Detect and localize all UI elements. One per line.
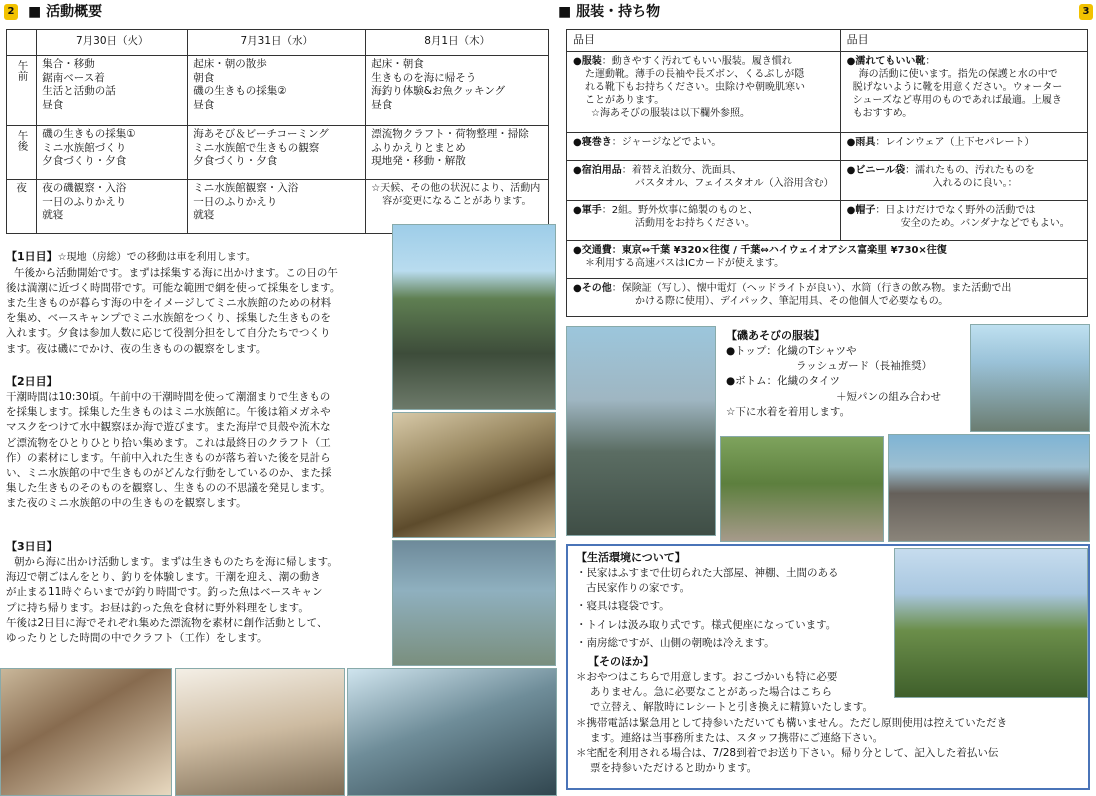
item-vinyl-label: ●ビニール袋 (846, 165, 906, 176)
schedule-item: ミニ水族館づくり (42, 141, 127, 154)
item-clothes-label: ●服装 (573, 56, 602, 67)
item-clothes (567, 52, 841, 133)
schedule-item: 生きものを海に帰そう (371, 71, 477, 84)
items-table (566, 29, 1088, 317)
env-title: 【生活環境について】 (576, 551, 686, 564)
page-number-left: 2 (4, 4, 18, 20)
day2-line: 干潮時間は10:30頃。午前中の干潮時間を使って潮溜まりで生きもの (6, 390, 331, 403)
schedule-header-row (7, 30, 549, 56)
day1-line: 入れます。夕食は参加人数に応じて役割分担をして自分たちでつくり (6, 327, 331, 340)
item-rain-label: ●雨具 (846, 137, 876, 148)
period-afternoon (7, 126, 37, 180)
schedule-table (6, 29, 549, 234)
beach-clothes-line: ＋短パンの組み合わせ (836, 390, 941, 403)
item-pajamas-label: ●寝巻き (573, 137, 612, 148)
photo-boy-with-fish (970, 324, 1090, 432)
schedule-row-afternoon (7, 126, 549, 180)
schedule-item: 昼食 (371, 98, 393, 111)
day3-line: ゆったりとした時間の中でクラフト（工作）をします。 (6, 632, 268, 645)
item-other (567, 279, 1088, 317)
day1-line: ます。夜は磯にでかけ、夜の生きものの観察をします。 (6, 342, 267, 355)
item-transport-label: ●交通費 (573, 245, 612, 256)
item-hat-label: ●帽子 (846, 205, 876, 216)
item-rain (840, 133, 1087, 161)
env-item: ・南房総ですが、山側の朝晩は冷えます。 (576, 636, 775, 649)
schedule-item: ふりかえりとまとめ (371, 141, 466, 154)
photo-children-observing (0, 668, 172, 796)
day1-note: ☆現地（房総）での移動は車を利用します。 (57, 252, 256, 263)
day2-line: 集した生きものそのものを観察し、生きものの不思議を発見します。 (6, 482, 331, 495)
photo-boy-fishing (888, 434, 1090, 542)
schedule-item: 生活と活動の話 (42, 85, 116, 98)
item-gloves-label: ●軍手 (573, 205, 602, 216)
day1-title: 【1日目】 (6, 250, 58, 263)
day3-line: が止まる11時ぐらいまでが釣り時間です。釣った魚はベースキャン (6, 586, 323, 599)
item-toiletries (567, 161, 841, 201)
item-clothes-note: ☆海あそびの服装は以下欄外参照。 (591, 108, 750, 119)
item-gloves-text: ：2組。野外炊事に綿製のものと、 (601, 205, 759, 216)
day2-line: い、ミニ水族館の中で生きものがどんな行動をしているのか、また採 (6, 467, 332, 480)
item-transport-note: ＊利用する高速バスはICカードが使えます。 (585, 258, 785, 269)
day2-line: マスクをつけて水中観察ほか海で遊びます。また海岸で貝殻や流木な (6, 421, 331, 434)
env-item: ・寝具は寝袋です。 (576, 600, 670, 613)
schedule-header-blank (7, 30, 37, 56)
misc-item: ＊携帯電話は緊急用として持参いただいても構いません。ただし原則使用は控えていただき (576, 716, 1008, 729)
schedule-cell (366, 56, 549, 126)
schedule-note: ☆天候、その他の状況により、活動内 (371, 183, 541, 194)
day1-line: を集め、ベースキャンプでミニ水族館をつくり、採集した生きものを (6, 312, 331, 325)
schedule-item: 鋸南ベース着 (42, 71, 105, 84)
schedule-item: 一日のふりかえり (42, 195, 127, 208)
schedule-item: 起床・朝の散歩 (193, 58, 267, 70)
beach-clothes-line: ●ボトム：化繊のタイツ (726, 375, 840, 388)
photo-mini-aquarium (392, 412, 556, 538)
day3-line: 海辺で朝ごはんをとり、釣りを体験します。干潮を迎え、潮の動き (6, 571, 321, 584)
day3-title: 【3日目】 (6, 540, 58, 553)
item-other-text: かける際に使用）、デイパック、筆記用具、その他個人で必要なもの。 (635, 296, 949, 307)
schedule-cell (37, 126, 188, 180)
photo-tidepool-collecting (392, 224, 556, 410)
items-row-transport (567, 241, 1088, 279)
item-rain-text: ：レインウェア（上下セパレート） (875, 137, 1035, 148)
day2-line: 作）の素材にします。午前中入れた生きものが落ち着いた後を見計ら (6, 451, 331, 464)
schedule-item: 昼食 (42, 98, 64, 111)
schedule-item: 夜の磯観察・入浴 (42, 182, 127, 194)
item-gloves-text: 活動用をお持ちください。 (635, 218, 755, 229)
misc-title: 【そのほか】 (588, 655, 654, 668)
misc-item: で立替え、解散時にレシートと引き換えに精算いたします。 (590, 701, 874, 714)
item-pajamas (567, 133, 841, 161)
beach-clothes-box (726, 328, 966, 420)
schedule-item: 集合・移動 (42, 58, 95, 70)
schedule-header-day1: 7月30日（火） (37, 30, 188, 56)
day3-line: プに持ち帰ります。お昼は釣った魚を食材に野外料理をします。 (6, 601, 309, 614)
period-label: 午前 (16, 60, 29, 81)
schedule-cell (188, 180, 366, 234)
schedule-item: 夕食づくり・夕食 (193, 155, 278, 168)
schedule-item: 昼食 (193, 98, 215, 111)
day2-line: ど漂流物をひとりひとり拾い集めます。これは最終日のクラフト（工 (6, 436, 331, 449)
item-hat-text: 安全のため。バンダナなどでもよい。 (900, 218, 1070, 229)
misc-item: ＊宅配を利用される場合は、7/28到着でお送り下さい。帰り分として、記入した着払い伝 (576, 747, 999, 760)
schedule-item: 磯の生きもの採集② (193, 85, 287, 98)
item-gloves (567, 201, 841, 241)
schedule-item: 朝食 (193, 71, 215, 84)
photo-children-drawing (175, 668, 345, 796)
day2-section (6, 374, 388, 512)
item-clothes-text: ：動きやすく汚れてもいい服装。履き慣れ (601, 56, 792, 67)
schedule-cell (188, 126, 366, 180)
item-transport (567, 241, 1088, 279)
misc-item: 票を持参いただけると助かります。 (590, 762, 758, 775)
beach-clothes-line: ●トップ：化繊のTシャツや (726, 344, 857, 357)
item-clothes-text: れる靴下もお持ちください。虫除けや朝晩肌寒い (585, 82, 805, 93)
misc-item: ありません。急に必要なことがあった場合はこちら (590, 686, 833, 699)
schedule-item: 就寝 (193, 209, 215, 222)
item-wetshoes (840, 52, 1087, 133)
day2-line: を採集します。採集した生きものはミニ水族館に。午後は箱メガネや (6, 406, 331, 419)
item-toiletries-text: バスタオル、フェイスタオル（入浴用含む） (635, 178, 834, 189)
item-wetshoes-text: もおすすめ。 (852, 108, 913, 119)
item-hat-text: ：日よけだけでなく野外の活動では (875, 205, 1036, 216)
item-toiletries-label: ●宿泊用品 (573, 165, 622, 176)
schedule-cell (37, 56, 188, 126)
item-hat (840, 201, 1087, 241)
schedule-cell (37, 180, 188, 234)
section-title-activity: ■ 活動概要 (28, 4, 103, 20)
day1-section (6, 249, 388, 357)
day1-line: また生きものが暮らす海の中をイメージしてミニ水族館のための材料 (6, 296, 332, 309)
env-section (576, 550, 894, 651)
section-title-clothing: ■ 服装・持ち物 (558, 4, 661, 20)
env-item: 古民家作りの家です。 (586, 582, 691, 595)
item-vinyl-text: ：濡れたもの、汚れたものを (905, 165, 1035, 176)
item-vinyl-text: 入れるのに良い。： (932, 178, 1018, 189)
schedule-row-morning (7, 56, 549, 126)
items-header-row (567, 30, 1088, 52)
period-morning (7, 56, 37, 126)
item-pajamas-text: ：ジャージなどでよい。 (611, 137, 722, 148)
schedule-header-day2: 7月31日（水） (188, 30, 366, 56)
item-vinyl (840, 161, 1087, 201)
photo-kids-in-water (392, 540, 556, 666)
day1-line: 午後から活動開始です。まずは採集する海に出かけます。この日の午 (14, 266, 338, 279)
photo-aquarium-fish (347, 668, 557, 796)
schedule-item: 就寝 (42, 209, 64, 222)
beach-clothes-title: 【磯あそびの服装】 (726, 329, 825, 342)
item-wetshoes-colon: ： (925, 56, 936, 67)
items-row-pajamas (567, 133, 1088, 161)
schedule-header-day3: 8月1日（木） (366, 30, 549, 56)
item-wetshoes-text: 脱げないように靴を用意ください。ウォーター (852, 82, 1063, 93)
schedule-item: ミニ水族館観察・入浴 (193, 182, 299, 194)
schedule-item: 夕食づくり・夕食 (42, 155, 127, 168)
day1-line: 後は満潮に近づく時間帯です。可能な範囲で網を使って採集をします。 (6, 281, 341, 294)
day3-line: 午後は2日目に海でそれぞれ集めた漂流物を素材に創作活動として、 (6, 616, 328, 629)
schedule-item: 漂流物クラフト・荷物整理・掃除 (371, 128, 529, 140)
env-item: ・トイレは汲み取り式です。様式便座になっています。 (576, 618, 837, 631)
beach-clothes-line: ☆下に水着を着用します。 (726, 405, 851, 418)
period-night: 夜 (7, 180, 37, 234)
schedule-item: 現地発・移動・解散 (371, 155, 466, 168)
misc-item: ます。連絡は当事務所または、スタッフ携帯にご連絡下さい。 (590, 731, 884, 744)
period-label: 午後 (16, 130, 29, 151)
item-transport-value: ：東京⇔千葉 ¥320×往復 / 千葉⇔ハイウェイオアシス富楽里 ¥730×往復 (611, 245, 947, 256)
page-number-right: 3 (1079, 4, 1093, 20)
schedule-cell (188, 56, 366, 126)
day2-line: また夜のミニ水族館の中の生きものを観察します。 (6, 497, 247, 510)
day3-section (6, 539, 388, 646)
item-other-text: ：保険証（写し）、懐中電灯（ヘッドライトが良い）、水筒（行きの飲み物。また活動で出 (611, 283, 1012, 294)
schedule-item: 一日のふりかえり (193, 195, 278, 208)
items-row-clothes (567, 52, 1088, 133)
item-clothes-text: た運動靴。薄手の長袖や長ズボン、くるぶしが隠 (585, 69, 805, 80)
items-row-toiletries (567, 161, 1088, 201)
photo-outdoor-cooking (720, 436, 884, 542)
misc-section (576, 654, 1082, 776)
item-wetshoes-label: ●濡れてもいい靴 (846, 56, 926, 67)
schedule-cell (366, 126, 549, 180)
misc-item: ＊おやつはこちらで用意します。おこづかいも特に必要 (576, 670, 838, 683)
item-toiletries-text: ：着替え泊数分、洗面具、 (621, 165, 742, 176)
items-row-gloves (567, 201, 1088, 241)
item-wetshoes-text: シューズなど専用のものであれば最適。上履き (852, 95, 1062, 106)
items-header-col1: 品目 (567, 30, 841, 52)
beach-clothes-line: ラッシュガード（長袖推奨） (796, 360, 933, 373)
day2-title: 【2日目】 (6, 375, 58, 388)
item-wetshoes-text: 海の活動に使います。指先の保護と水の中で (858, 69, 1058, 80)
schedule-item: 海釣り体験&お魚クッキング (371, 85, 506, 98)
schedule-item: 起床・朝食 (371, 58, 424, 70)
item-clothes-text: ことがあります。 (585, 95, 665, 106)
photo-kids-beach-outfit (566, 326, 716, 536)
day3-line: 朝から海に出かけ活動します。まずは生きものたちを海に帰します。 (14, 555, 338, 568)
items-header-col2: 品目 (840, 30, 1087, 52)
schedule-item: 磯の生きもの採集① (42, 128, 136, 140)
schedule-note: 容が変更になることがあります。 (382, 196, 532, 207)
items-row-other (567, 279, 1088, 317)
schedule-item: ミニ水族館で生きもの観察 (193, 141, 320, 154)
env-item: ・民家はふすまで仕切られた大部屋、神棚、土間のある (576, 566, 839, 579)
item-other-label: ●その他 (573, 283, 612, 294)
schedule-item: 海あそび＆ビーチコーミング (193, 128, 329, 140)
